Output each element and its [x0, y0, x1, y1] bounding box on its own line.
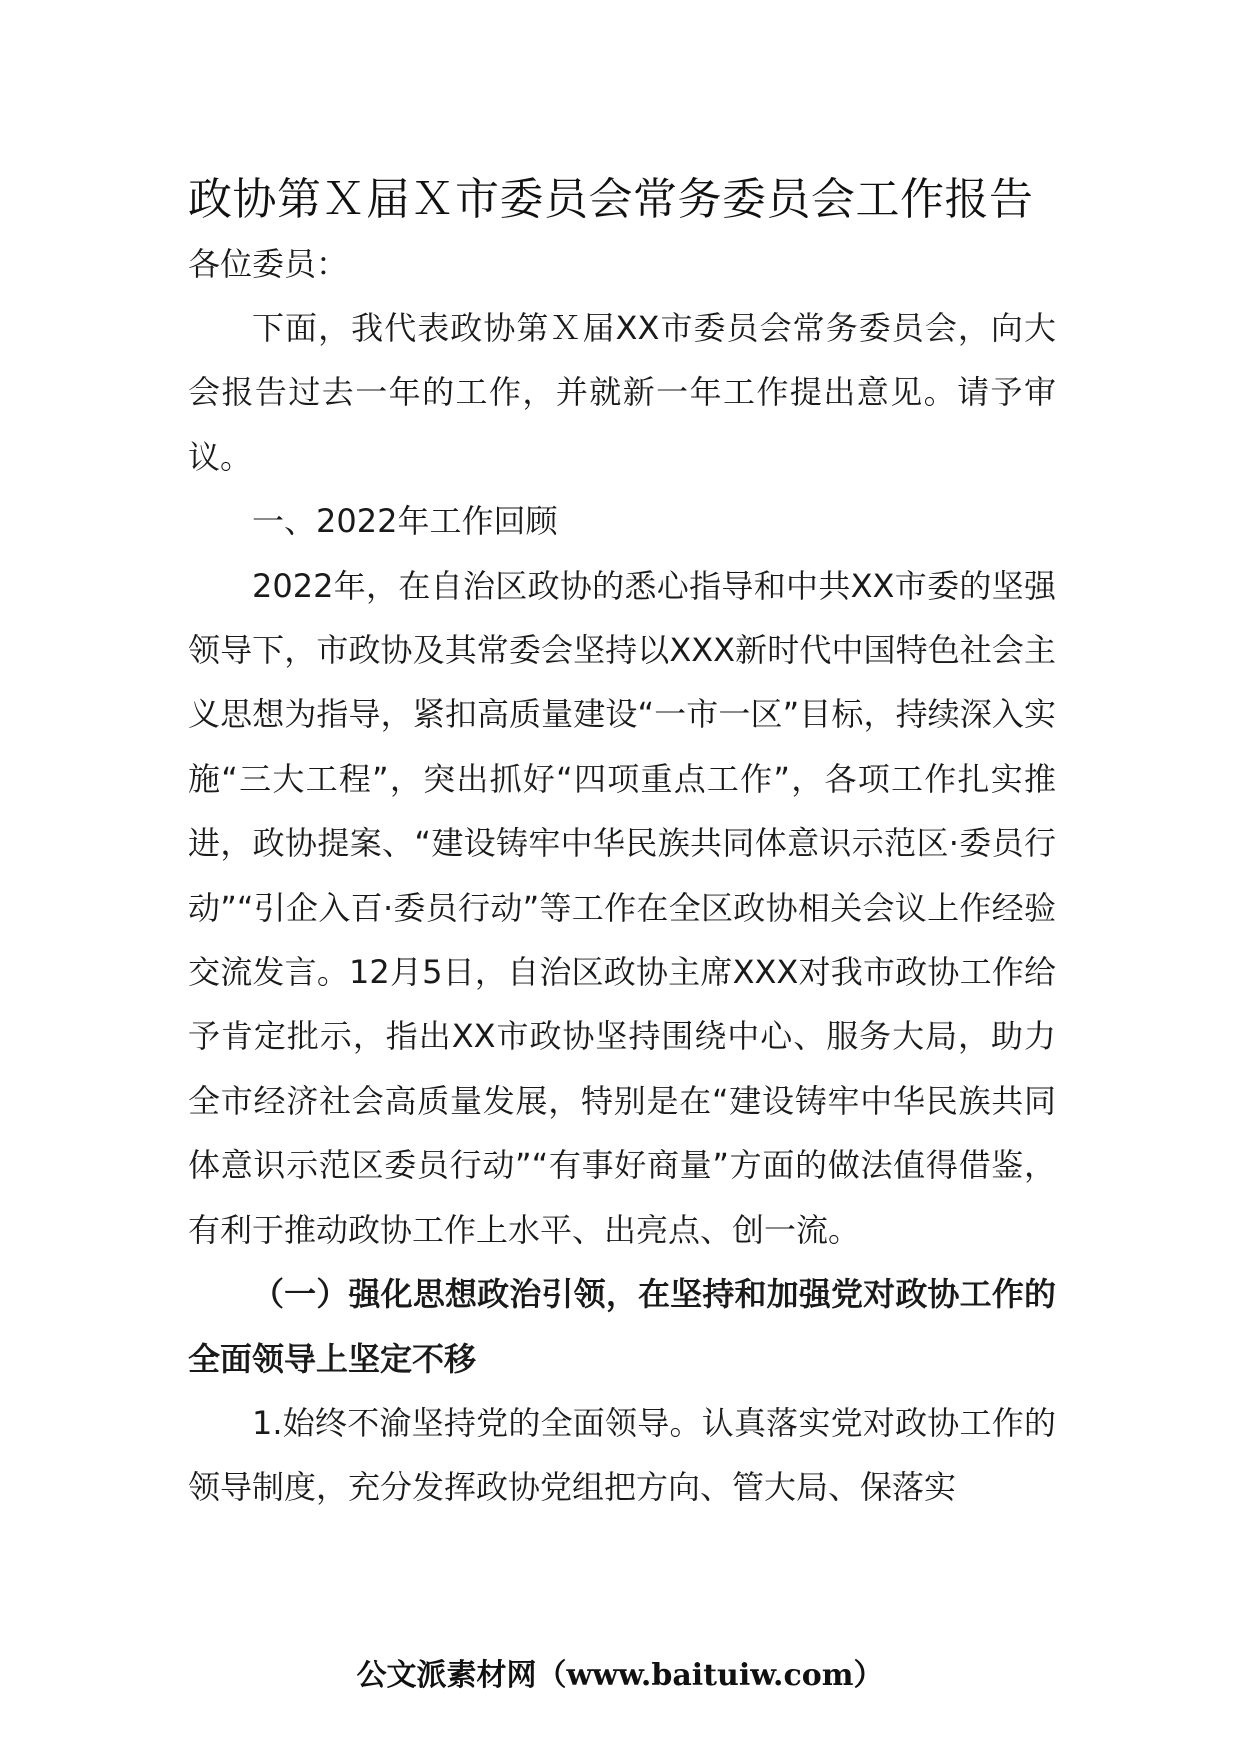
salutation: 各位委员： — [188, 245, 349, 283]
document-body — [188, 168, 1056, 1520]
subsection-heading: （一）强化思想政治引领，在坚持和加强党对政协工作的全面领导上坚定不移 — [188, 1275, 1056, 1378]
review-paragraph: 2022年，在自治区政协的悉心指导和中共XX市委的坚强领导下，市政协及其常委会坚持以XXX新时代中国特色社会主义思想为指导，紧扣高质量建设“一市一区”目标，持续深入实施“三大工程”，突出抓好“四项重点工作”，各项工作扎实推进，政协提案、“建设铸牢中华民族共同体意识示范区·委员行动”“引企入百·委员行动”等工作在全区政协相关会议上作经验交流发言。12月5日，自治区政协主席XXX对我市政协工作给予肯定批示，指出XX市政协坚持围绕中心、服务大局，助力全市经济社会高质量发展，特别是在“建设铸牢中华民族共同体意识示范区委员行动”“有事好商量”方面的做法值得借鉴，有利于推动政协工作上水平、出亮点、创一流。 — [188, 566, 1056, 1249]
item-paragraph: 1.始终不渝坚持党的全面领导。认真落实党对政协工作的领导制度，充分发挥政协党组把方向、管大局、保落实 — [188, 1403, 1056, 1507]
footer-watermark: 公文派素材网（www.baituiw.com） — [356, 1658, 884, 1693]
section-heading: 一、2022年工作回顾 — [252, 502, 558, 541]
intro-paragraph: 下面，我代表政协第Ｘ届XX市委员会常务委员会，向大会报告过去一年的工作，并就新一年工作提出意见。请予审议。 — [188, 309, 1056, 476]
document-title: 政协第Ｘ届Ｘ市委员会常务委员会工作报告 — [188, 174, 1034, 225]
